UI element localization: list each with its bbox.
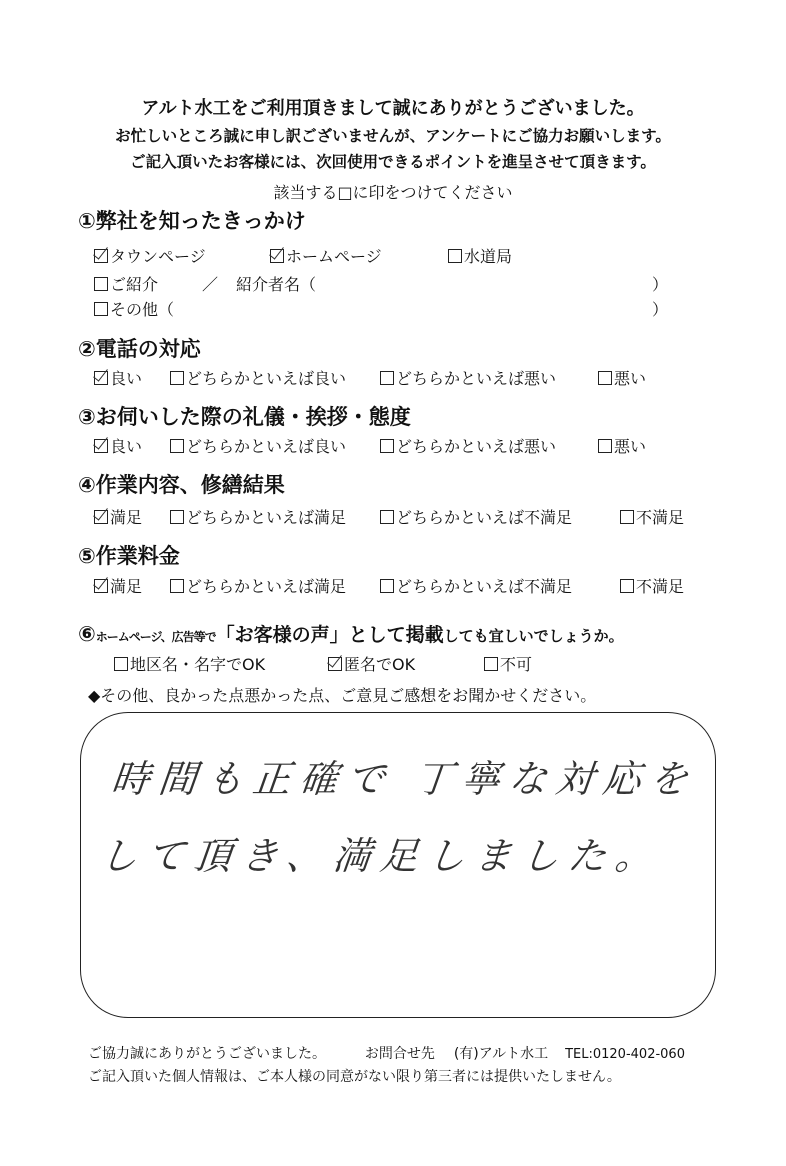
q6-number: ⑥ bbox=[78, 622, 96, 646]
q2-option-bad[interactable]: 悪い bbox=[598, 366, 646, 389]
checkbox-checked-icon[interactable] bbox=[94, 510, 108, 524]
checkbox-icon[interactable] bbox=[380, 579, 394, 593]
q1-title: ①弊社を知ったきっかけ bbox=[78, 209, 306, 233]
checkbox-icon[interactable] bbox=[170, 510, 184, 524]
intro-line-1: アルト水工をご利用頂きまして誠にありがとうございました。 bbox=[141, 98, 645, 119]
q6-quote: 「お客様の声」 bbox=[215, 624, 349, 646]
q1-option-townpage[interactable]: タウンページ bbox=[94, 244, 206, 267]
checkbox-checked-icon[interactable] bbox=[270, 249, 284, 263]
q6-middle: として掲載 bbox=[348, 624, 444, 646]
q3-option-fairly-bad[interactable]: どちらかといえば悪い bbox=[380, 434, 556, 457]
q6-suffix: しても宜しいでしょうか。 bbox=[443, 627, 624, 645]
checkbox-icon[interactable] bbox=[380, 510, 394, 524]
q6-small-prefix: ホームページ、広告等で bbox=[95, 630, 216, 644]
checkbox-icon[interactable] bbox=[598, 371, 612, 385]
q2-option-fairly-good[interactable]: どちらかといえば良い bbox=[170, 366, 346, 389]
q5-title: ⑤作業料金 bbox=[78, 544, 180, 568]
intro-line-3: ご記入頂いたお客様には、次回使用できるポイントを進呈させて頂きます。 bbox=[130, 153, 656, 171]
checkbox-icon[interactable] bbox=[170, 371, 184, 385]
footer-tel: TEL:0120-402-060 bbox=[565, 1047, 685, 1062]
q4-option-fairly-satisfied[interactable]: どちらかといえば満足 bbox=[170, 505, 346, 528]
checkbox-icon[interactable] bbox=[170, 439, 184, 453]
q2-title: ②電話の対応 bbox=[78, 337, 201, 361]
checkbox-icon[interactable] bbox=[620, 510, 634, 524]
handwritten-line-1: 時間も正確で 丁寧な対応を bbox=[109, 757, 700, 801]
q3-title: ③お伺いした際の礼儀・挨拶・態度 bbox=[78, 405, 411, 429]
q1-referrer-name-label: 紹介者名（ bbox=[236, 275, 317, 294]
q6-title bbox=[78, 620, 624, 647]
q1-option-other[interactable]: その他（ bbox=[94, 297, 174, 320]
footer-contact-row bbox=[88, 1043, 685, 1063]
checkbox-checked-icon[interactable] bbox=[94, 249, 108, 263]
instruction: 該当する□に印をつけてください bbox=[273, 183, 513, 202]
q4-title: ④作業内容、修繕結果 bbox=[78, 473, 285, 497]
q5-option-fairly-dissatisfied[interactable]: どちらかといえば不満足 bbox=[380, 574, 572, 597]
checkbox-icon[interactable] bbox=[94, 302, 108, 316]
checkbox-checked-icon[interactable] bbox=[94, 371, 108, 385]
q3-option-fairly-good[interactable]: どちらかといえば良い bbox=[170, 434, 346, 457]
q6-option-not-allowed[interactable]: 不可 bbox=[484, 652, 532, 675]
q1-option-referral[interactable]: ご紹介 bbox=[94, 272, 158, 295]
q4-option-fairly-dissatisfied[interactable]: どちらかといえば不満足 bbox=[380, 505, 572, 528]
footer-privacy: ご記入頂いた個人情報は、ご本人様の同意がない限り第三者には提供いたしません。 bbox=[88, 1069, 621, 1085]
q3-option-bad[interactable]: 悪い bbox=[598, 434, 646, 457]
footer-thanks: ご協力誠にありがとうございました。 bbox=[88, 1046, 326, 1062]
checkbox-checked-icon[interactable] bbox=[94, 439, 108, 453]
q5-option-satisfied[interactable]: 満足 bbox=[94, 574, 142, 597]
q3-option-good[interactable]: 良い bbox=[94, 434, 142, 457]
handwritten-line-2: して頂き、満足しました。 bbox=[97, 834, 665, 878]
checkbox-icon[interactable] bbox=[380, 439, 394, 453]
checkbox-checked-icon[interactable] bbox=[328, 657, 342, 671]
q2-option-good[interactable]: 良い bbox=[94, 366, 142, 389]
q1-option-homepage[interactable]: ホームページ bbox=[270, 244, 382, 267]
q4-option-dissatisfied[interactable]: 不満足 bbox=[620, 505, 684, 528]
checkbox-icon[interactable] bbox=[620, 579, 634, 593]
checkbox-icon[interactable] bbox=[484, 657, 498, 671]
footer-company: (有)アルト水工 bbox=[453, 1046, 549, 1062]
checkbox-checked-icon[interactable] bbox=[94, 579, 108, 593]
footer-contact-label: お問合せ先 bbox=[364, 1046, 435, 1062]
checkbox-icon[interactable] bbox=[598, 439, 612, 453]
q1-option-waterworks[interactable]: 水道局 bbox=[448, 244, 512, 267]
checkbox-icon[interactable] bbox=[170, 579, 184, 593]
comments-prompt: ◆その他、良かった点悪かった点、ご意見ご感想をお聞かせください。 bbox=[88, 686, 597, 705]
q5-option-fairly-satisfied[interactable]: どちらかといえば満足 bbox=[170, 574, 346, 597]
q1-referrer-close-paren: ） bbox=[652, 275, 669, 294]
checkbox-icon[interactable] bbox=[380, 371, 394, 385]
q6-option-anonymous[interactable]: 匿名でOK bbox=[328, 652, 415, 675]
checkbox-icon[interactable] bbox=[448, 249, 462, 263]
q4-option-satisfied[interactable]: 満足 bbox=[94, 505, 142, 528]
q1-referral-separator: ／ bbox=[202, 275, 219, 294]
intro-line-2: お忙しいところ誠に申し訳ございませんが、アンケートにご協力お願いします。 bbox=[115, 127, 671, 145]
q5-option-dissatisfied[interactable]: 不満足 bbox=[620, 574, 684, 597]
q2-option-fairly-bad[interactable]: どちらかといえば悪い bbox=[380, 366, 556, 389]
checkbox-icon[interactable] bbox=[114, 657, 128, 671]
q6-option-area-name[interactable]: 地区名・名字でOK bbox=[114, 652, 265, 675]
checkbox-icon[interactable] bbox=[94, 277, 108, 291]
q1-other-close-paren: ） bbox=[652, 300, 669, 319]
